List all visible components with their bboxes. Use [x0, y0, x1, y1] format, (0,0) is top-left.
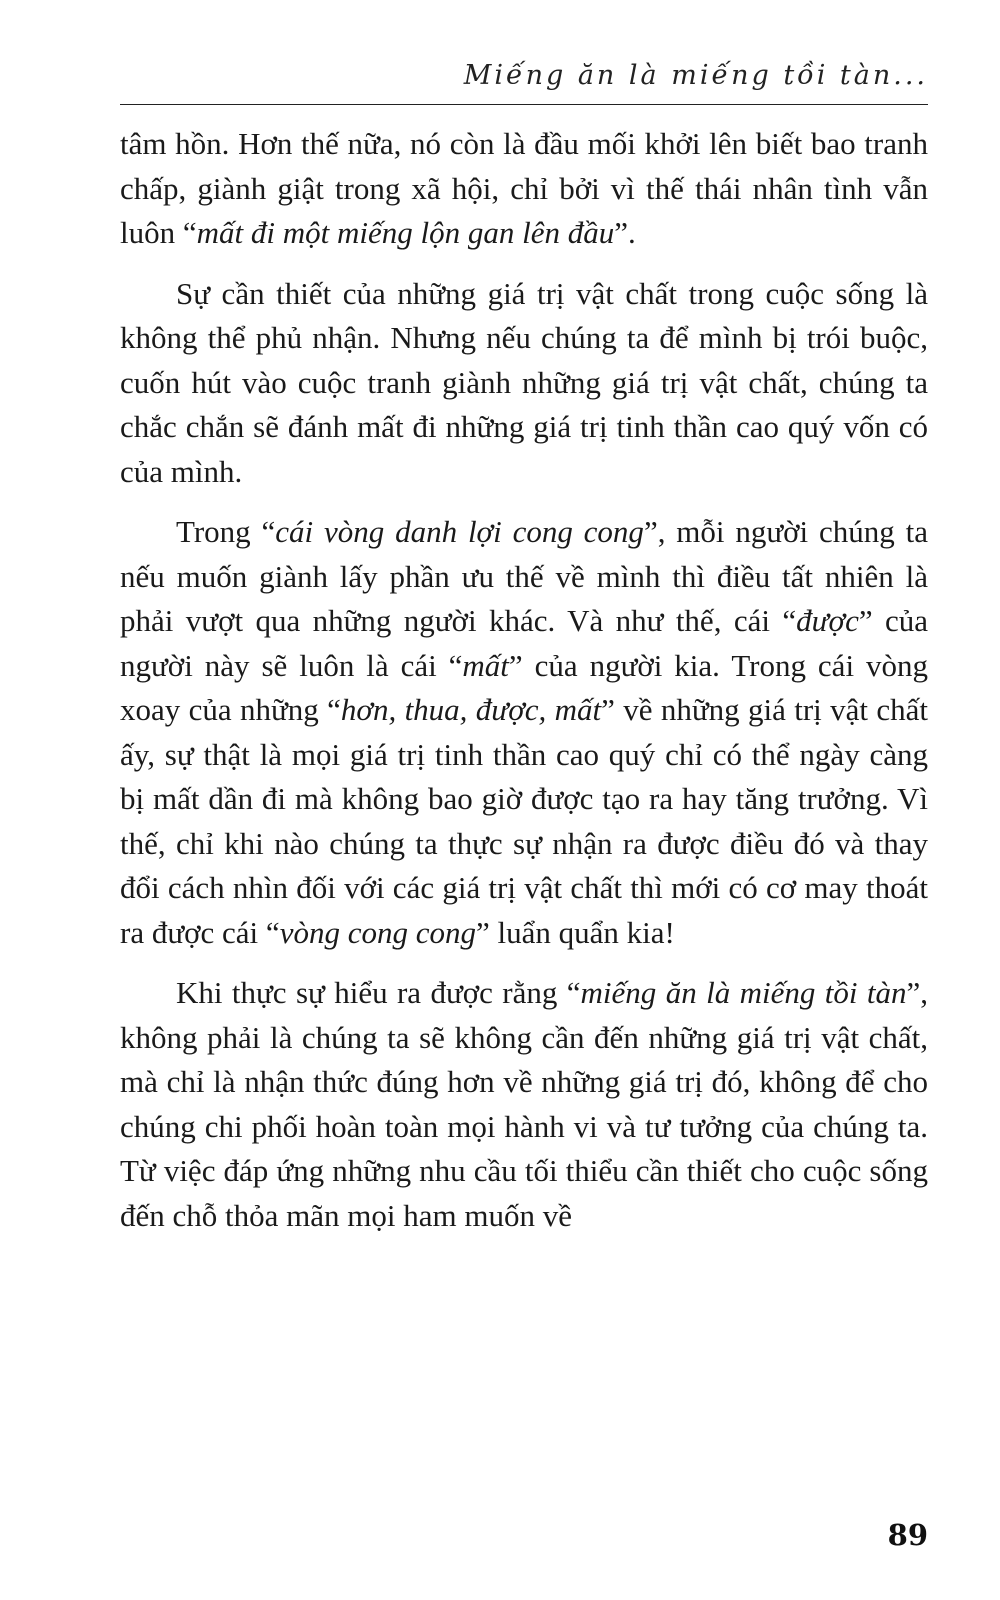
paragraph-3: [120, 510, 928, 955]
text-run: ” về những giá trị vật chất ấy, sự thật là mọi giá trị tinh thần cao quý chỉ có thể ngày càng bị mất dần đi mà không bao giờ được tạo ra hay tăng trưởng. Vì thế, chỉ khi nào chúng ta thực sự nhận ra được điều đó và thay đổi cách nhìn đối với các giá trị vật chất thì mới có cơ may thoát ra được cái “: [120, 692, 929, 950]
text-run: tâm hồn. Hơn thế nữa, nó còn là đầu mối khởi lên biết bao tranh chấp, giành giật trong xã hội, chỉ bởi vì thế thái nhân tình vẫn luôn “: [120, 126, 928, 250]
italic-quote: mất: [462, 647, 509, 683]
italic-quote: vòng cong cong: [279, 914, 476, 950]
running-header: [120, 52, 928, 105]
italic-quote: mất đi một miếng lộn gan lên đầu: [196, 215, 615, 250]
text-run: ”.: [614, 215, 636, 250]
text-run: ” luẩn quẩn kia!: [475, 914, 675, 950]
italic-quote: hơn, thua, được, mất: [340, 692, 602, 727]
italic-quote: cái vòng danh lợi cong cong: [275, 514, 644, 549]
text-run: Trong “: [176, 514, 276, 549]
italic-quote: được: [796, 603, 859, 638]
paragraph-1: [120, 122, 928, 256]
text-run: ”, không phải là chúng ta sẽ không cần đến những giá trị vật chất, mà chỉ là nhận thức đúng hơn về những giá trị đó, không để cho chúng chi phối hoàn toàn mọi hành vi và tư tưởng của chúng ta. Từ việc đáp ứng những nhu cầu tối thiểu cần thiết cho cuộc sống đến chỗ thỏa mãn mọi ham muốn về: [120, 975, 928, 1233]
text-run: Khi thực sự hiểu ra được rằng “: [176, 975, 581, 1010]
text-run: ”, mỗi người chúng ta nếu muốn giành lấy phần ưu thế về mình thì điều tất nhiên là phải vượt qua những người khác. Và như thế, cái “: [120, 514, 928, 638]
italic-quote: miếng ăn là miếng tồi tàn: [580, 975, 907, 1010]
body-text: [120, 122, 928, 1254]
paragraph-2: [120, 272, 928, 495]
running-title: Miếng ăn là miếng tồi tàn...: [463, 60, 928, 91]
text-run: ” của người này sẽ luôn là cái “: [120, 603, 929, 683]
text-run: ” của người kia. Trong cái vòng xoay của những “: [120, 647, 928, 727]
page-number: 89: [887, 1518, 928, 1552]
paragraph-4: [120, 971, 928, 1238]
text-run: Sự cần thiết của những giá trị vật chất trong cuộc sống là không thể phủ nhận. Nhưng nếu chúng ta để mình bị trói buộc, cuốn hút vào cuộc tranh giành những giá trị vật chất, chúng ta chắc chắn sẽ đánh mất đi những giá trị tinh thần cao quý vốn có của mình.: [120, 275, 928, 489]
